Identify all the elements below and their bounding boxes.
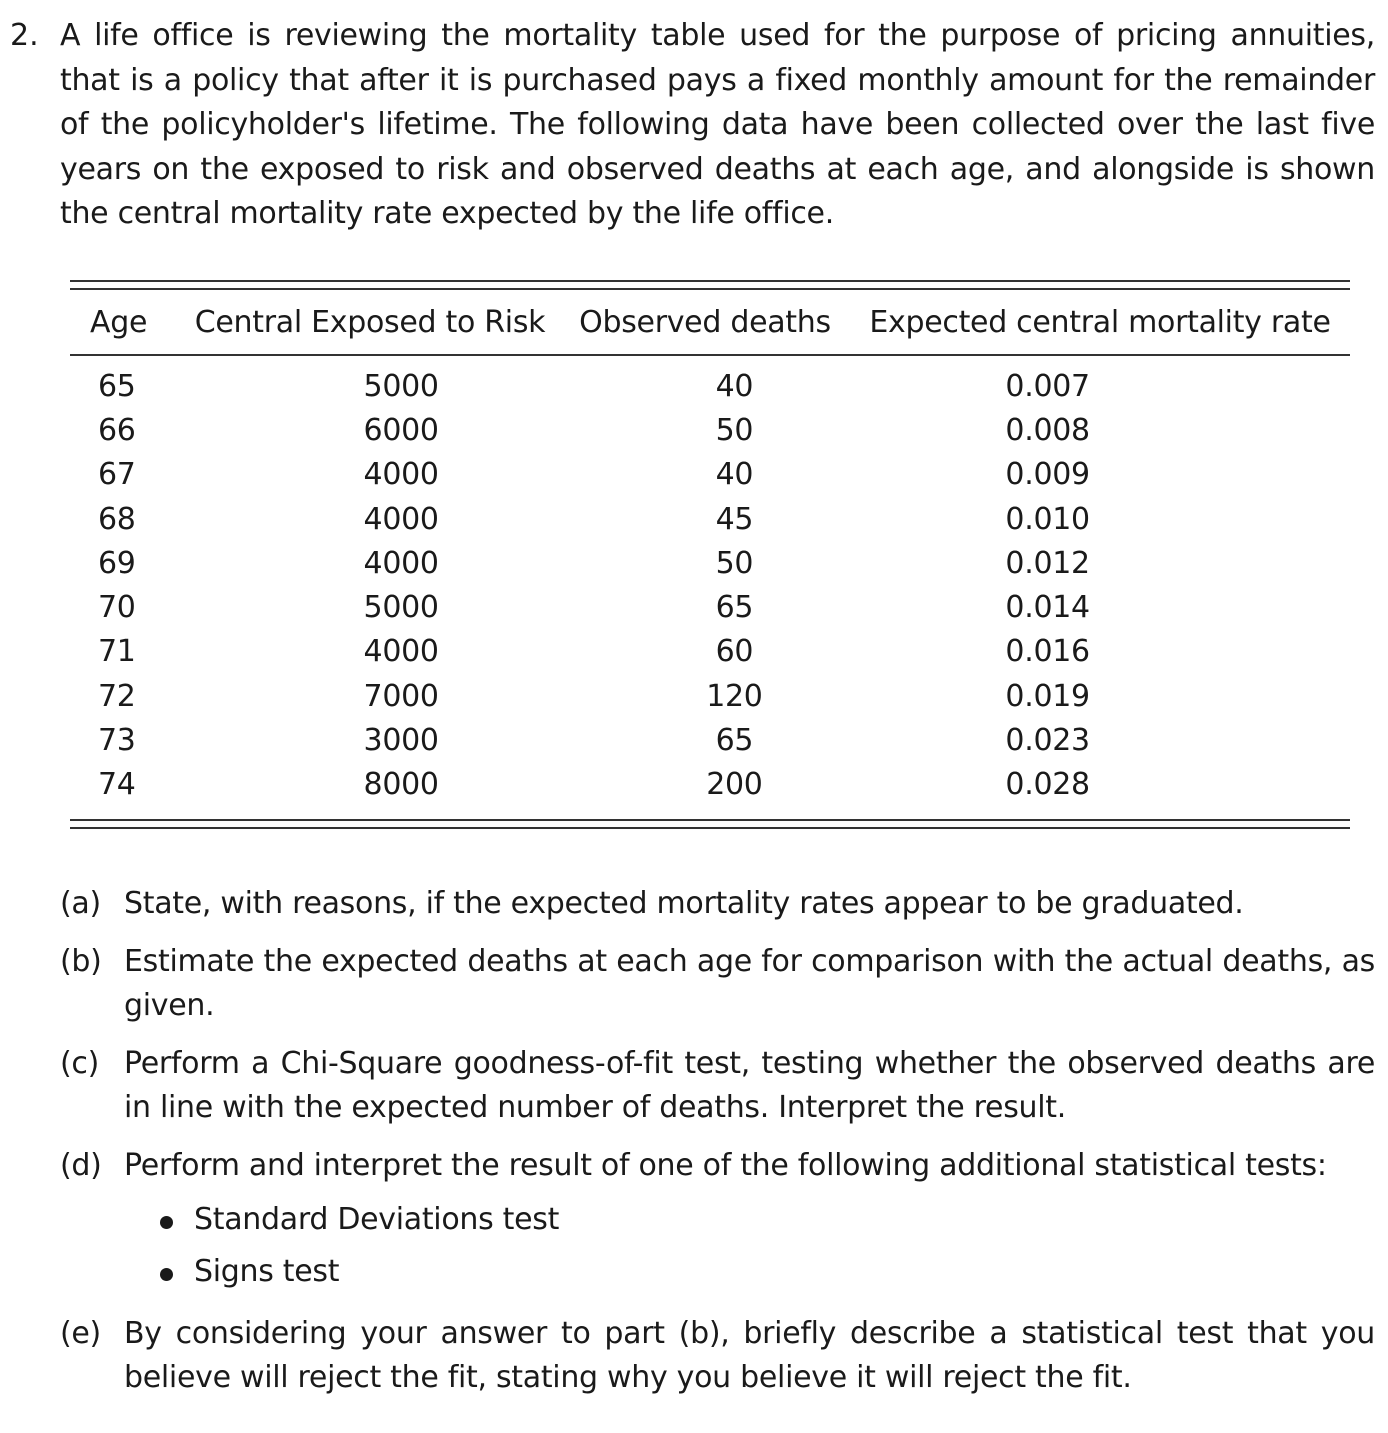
cell-observed: 200 <box>706 767 763 803</box>
cell-cetr: 4000 <box>363 634 439 670</box>
part-b-text: Estimate the expected deaths at each age for comparison with the actual deaths, as given. <box>124 944 1375 1023</box>
cell-age: 72 <box>98 678 136 714</box>
cell-age: 74 <box>98 767 136 803</box>
cell-observed: 65 <box>715 723 754 759</box>
option-standard-deviations-test: Standard Deviations test <box>194 1202 560 1237</box>
part-c-text: Perform a Chi-Square goodness-of-fit test, testing whether the observed deaths are in line with the expected number of deaths. Interpret the result. <box>124 1046 1375 1125</box>
part-d <box>60 1144 1375 1298</box>
question-intro: A life office is reviewing the mortality table used for the purpose of pricing annuities, that is a policy that after it is purchased pays a fixed monthly amount for the remainder of the policyholder's lifetime. The following data have been collected over the last five years on the exposed to risk and observed deaths at each age, and alongside is shown the central mortality rate expected by the life office. <box>60 18 1375 231</box>
mortality-data-table <box>70 290 1350 354</box>
table-row <box>70 497 1350 541</box>
part-c <box>60 1042 1375 1130</box>
header-central-exposed-to-risk: Central Exposed to Risk <box>194 304 546 340</box>
cell-observed: 40 <box>715 368 754 404</box>
cell-age: 67 <box>98 457 136 493</box>
cell-cetr: 8000 <box>363 767 439 803</box>
cell-age: 68 <box>98 501 136 537</box>
part-a-label: (a) <box>60 886 101 921</box>
mortality-table <box>70 280 1350 829</box>
table-row <box>70 630 1350 674</box>
part-e-label: (e) <box>60 1316 101 1351</box>
table-row <box>70 585 1350 629</box>
cell-observed: 40 <box>715 457 754 493</box>
cell-observed: 120 <box>706 678 763 714</box>
cell-rate: 0.028 <box>1005 767 1090 803</box>
cell-rate: 0.019 <box>1005 678 1090 714</box>
cell-cetr: 4000 <box>363 501 439 537</box>
table-top-rule <box>70 280 1350 290</box>
header-age: Age <box>90 304 148 340</box>
cell-observed: 50 <box>715 545 754 581</box>
cell-cetr: 5000 <box>363 590 439 626</box>
cell-observed: 60 <box>715 634 754 670</box>
part-d-options <box>124 1194 1375 1298</box>
table-row <box>70 718 1350 762</box>
cell-observed: 65 <box>715 590 754 626</box>
table-row <box>70 674 1350 718</box>
bullet-icon <box>160 1268 173 1281</box>
cell-cetr: 4000 <box>363 457 439 493</box>
cell-age: 66 <box>98 412 136 448</box>
table-row <box>70 541 1350 585</box>
table-row <box>70 453 1350 497</box>
cell-cetr: 7000 <box>363 678 439 714</box>
part-a <box>60 882 1375 926</box>
option-signs-test: Signs test <box>194 1254 340 1289</box>
header-observed-deaths: Observed deaths <box>579 304 831 340</box>
cell-observed: 50 <box>715 412 754 448</box>
part-a-text: State, with reasons, if the expected mortality rates appear to be graduated. <box>124 886 1244 921</box>
cell-observed: 45 <box>715 501 754 537</box>
cell-rate: 0.023 <box>1005 723 1090 759</box>
cell-rate: 0.007 <box>1005 368 1090 404</box>
sub-questions <box>60 882 1375 1414</box>
bullet-icon <box>160 1216 173 1229</box>
cell-rate: 0.014 <box>1005 590 1090 626</box>
list-item <box>160 1246 1375 1298</box>
cell-cetr: 6000 <box>363 412 439 448</box>
cell-rate: 0.008 <box>1005 412 1090 448</box>
table-header-row <box>70 290 1350 354</box>
part-d-text: Perform and interpret the result of one of the following additional statistical tests: <box>124 1148 1327 1183</box>
cell-age: 69 <box>98 545 136 581</box>
cell-age: 73 <box>98 723 136 759</box>
cell-age: 65 <box>98 368 136 404</box>
part-e-text: By considering your answer to part (b), briefly describe a statistical test that you believe will reject the fit, stating why you believe it will reject the fit. <box>124 1316 1375 1395</box>
question-number: 2. <box>10 18 39 53</box>
part-e <box>60 1312 1375 1400</box>
part-b <box>60 940 1375 1028</box>
cell-cetr: 3000 <box>363 723 439 759</box>
table-row <box>70 763 1350 807</box>
table-bottom-rule <box>70 819 1350 829</box>
cell-rate: 0.012 <box>1005 545 1090 581</box>
cell-rate: 0.016 <box>1005 634 1090 670</box>
part-c-label: (c) <box>60 1046 100 1081</box>
table-row <box>70 408 1350 452</box>
cell-rate: 0.010 <box>1005 501 1090 537</box>
part-b-label: (b) <box>60 944 102 979</box>
mortality-data-body <box>70 356 1350 807</box>
table-row <box>70 356 1350 408</box>
cell-cetr: 5000 <box>363 368 439 404</box>
cell-age: 70 <box>98 590 136 626</box>
cell-rate: 0.009 <box>1005 457 1090 493</box>
list-item <box>160 1194 1375 1246</box>
cell-cetr: 4000 <box>363 545 439 581</box>
header-expected-central-mortality-rate: Expected central mortality rate <box>869 304 1331 340</box>
part-d-label: (d) <box>60 1148 102 1183</box>
cell-age: 71 <box>98 634 136 670</box>
